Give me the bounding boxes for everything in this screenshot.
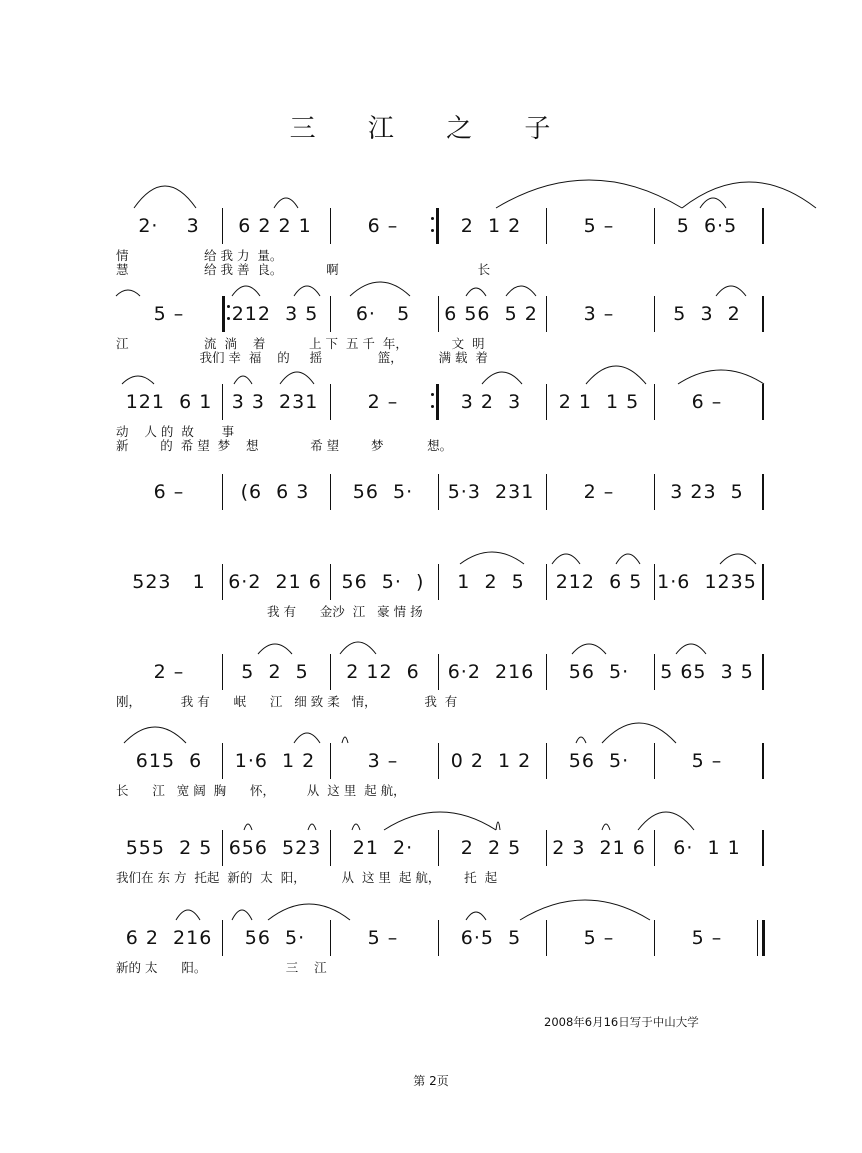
barline [330, 384, 331, 420]
measure: 615 6 [135, 750, 203, 772]
lyrics-line-2: 我们 幸 福 的 摇 篮， 满 载 着 [116, 350, 488, 365]
measure: 2 1 2 [460, 215, 522, 237]
lyrics-line-1: 我 有 金沙 江 豪 情 扬 [116, 604, 423, 619]
measure: 3 2 3 [460, 391, 522, 413]
measure: 2 3 21 6 [552, 837, 646, 859]
barline [330, 296, 331, 332]
barline [222, 743, 223, 779]
lyrics-line-1: 情 给 我 力 量。 [116, 248, 283, 263]
measure: 212 6 5 [555, 571, 643, 593]
measure: 6 – [367, 215, 399, 237]
barline [438, 564, 439, 600]
measure: 5 – [691, 750, 723, 772]
barline [222, 920, 223, 956]
measure: 6·2 216 [447, 661, 535, 683]
measure: 6· 5 [355, 303, 411, 325]
measure: 6· 1 1 [673, 837, 741, 859]
measure: 5 – [367, 927, 399, 949]
barline [438, 743, 439, 779]
measure: 6·2 21 6 [228, 571, 322, 593]
measure: 0 2 1 2 [450, 750, 532, 772]
lyrics-line-1: 动 人 的 故 事 [116, 424, 235, 439]
measure: 2· 3 [138, 215, 200, 237]
barline [654, 830, 655, 866]
measure: 56 5· [352, 481, 414, 503]
notation-row [116, 646, 764, 692]
barline [654, 208, 655, 244]
notation-row [116, 288, 764, 334]
barline [762, 654, 764, 690]
lyrics-line-1: 长 江 宽 阔 胸 怀， 从 这 里 起 航， [116, 783, 406, 798]
barline [438, 830, 439, 866]
barline [330, 920, 331, 956]
measure: 3 3 231 [231, 391, 319, 413]
measure: 1·6 1235 [657, 571, 757, 593]
barline [762, 296, 764, 332]
measure: 121 6 1 [125, 391, 213, 413]
repeat-barline [436, 208, 439, 244]
barline [546, 564, 547, 600]
barline [546, 474, 547, 510]
barline [762, 830, 764, 866]
barline [438, 920, 439, 956]
notation-row [116, 912, 764, 958]
notation-row [116, 822, 764, 868]
barline [546, 384, 547, 420]
barline [330, 564, 331, 600]
measure: 2 – [367, 391, 399, 413]
song-title: 三 江 之 子 [289, 114, 573, 144]
lyrics-line-1: 江 流 淌 着 上 下 五 千 年， 文 明 [116, 336, 485, 351]
barline [762, 743, 764, 779]
barline [654, 920, 655, 956]
measure: 56 5· [244, 927, 306, 949]
measure: 2 – [583, 481, 615, 503]
barline [546, 830, 547, 866]
barline [654, 743, 655, 779]
barline [762, 384, 764, 420]
measure: 3 – [367, 750, 399, 772]
barline [222, 654, 223, 690]
barline [330, 208, 331, 244]
barline [654, 474, 655, 510]
lyrics-line-2 [116, 974, 764, 990]
measure: 555 2 5 [125, 837, 213, 859]
barline [546, 743, 547, 779]
page-number: 第 2页 [413, 1074, 449, 1088]
barline [654, 564, 655, 600]
measure: 5·3 231 [447, 481, 535, 503]
measure: 6 2 2 1 [238, 215, 312, 237]
barline [222, 208, 223, 244]
notation-row [116, 200, 764, 246]
barline [222, 564, 223, 600]
notation-row [116, 556, 764, 602]
measure: 56 5· [568, 750, 630, 772]
measure: 5 6·5 [676, 215, 738, 237]
lyrics-line-1: 新的 太 阳。 三 江 [116, 960, 327, 975]
barline [438, 654, 439, 690]
measure: 56 5· ) [341, 571, 425, 593]
measure: 2 1 1 5 [558, 391, 640, 413]
measure: 2 – [153, 661, 185, 683]
measure: 5 3 2 [673, 303, 741, 325]
barline [222, 830, 223, 866]
lyrics-line-1: 我们在 东 方 托起 新的 太 阳， 从 这 里 起 航， 托 起 [116, 870, 498, 885]
measure: 5 – [691, 927, 723, 949]
barline [438, 474, 439, 510]
measure: 656 523 [228, 837, 322, 859]
measure: 5 – [153, 303, 185, 325]
measure: 6 – [153, 481, 185, 503]
barline [654, 296, 655, 332]
measure: 2 2 5 [460, 837, 522, 859]
barline [330, 474, 331, 510]
measure: 56 5· [568, 661, 630, 683]
measure: 3 23 5 [670, 481, 744, 503]
barline [438, 296, 439, 332]
repeat-barline [436, 384, 439, 420]
barline [546, 654, 547, 690]
barline [762, 474, 764, 510]
measure: 21 2· [352, 837, 414, 859]
notation-row [116, 466, 764, 512]
music-system [116, 912, 764, 992]
measure: 5 65 3 5 [660, 661, 754, 683]
barline [654, 654, 655, 690]
measure: 3 – [583, 303, 615, 325]
barline [546, 296, 547, 332]
measure: (6 6 3 [240, 481, 310, 503]
barline [330, 830, 331, 866]
barline [762, 920, 765, 956]
measure: 5 2 5 [241, 661, 309, 683]
measure: 1·6 1 2 [234, 750, 316, 772]
barline [330, 654, 331, 690]
barline [222, 384, 223, 420]
barline [546, 208, 547, 244]
lyrics-line-1: 刚， 我 有 岷 江 细 致 柔 情， 我 有 [116, 694, 458, 709]
measure: 523 1 [132, 571, 206, 593]
measure: 6 2 216 [125, 927, 213, 949]
lyrics-line-2: 慧 给 我 善 良。 啊 长 [116, 262, 491, 277]
composition-note: 2008年6月16日写于中山大学 [544, 1015, 699, 1029]
measure: 6·5 5 [460, 927, 522, 949]
notation-row [116, 735, 764, 781]
measure: 1 2 5 [457, 571, 525, 593]
barline [654, 384, 655, 420]
measure: 6 56 5 2 [444, 303, 538, 325]
measure: 5 – [583, 215, 615, 237]
barline [762, 564, 764, 600]
notation-row [116, 376, 764, 422]
barline [222, 474, 223, 510]
measure: 5 – [583, 927, 615, 949]
measure: 2 12 6 [346, 661, 420, 683]
barline [330, 743, 331, 779]
measure: 6 – [691, 391, 723, 413]
barline [757, 920, 758, 956]
lyrics-line-2: 新 的 希 望 梦 想 希 望 梦 想。 [116, 438, 453, 453]
measure: 212 3 5 [231, 303, 319, 325]
barline [546, 920, 547, 956]
barline [762, 208, 764, 244]
